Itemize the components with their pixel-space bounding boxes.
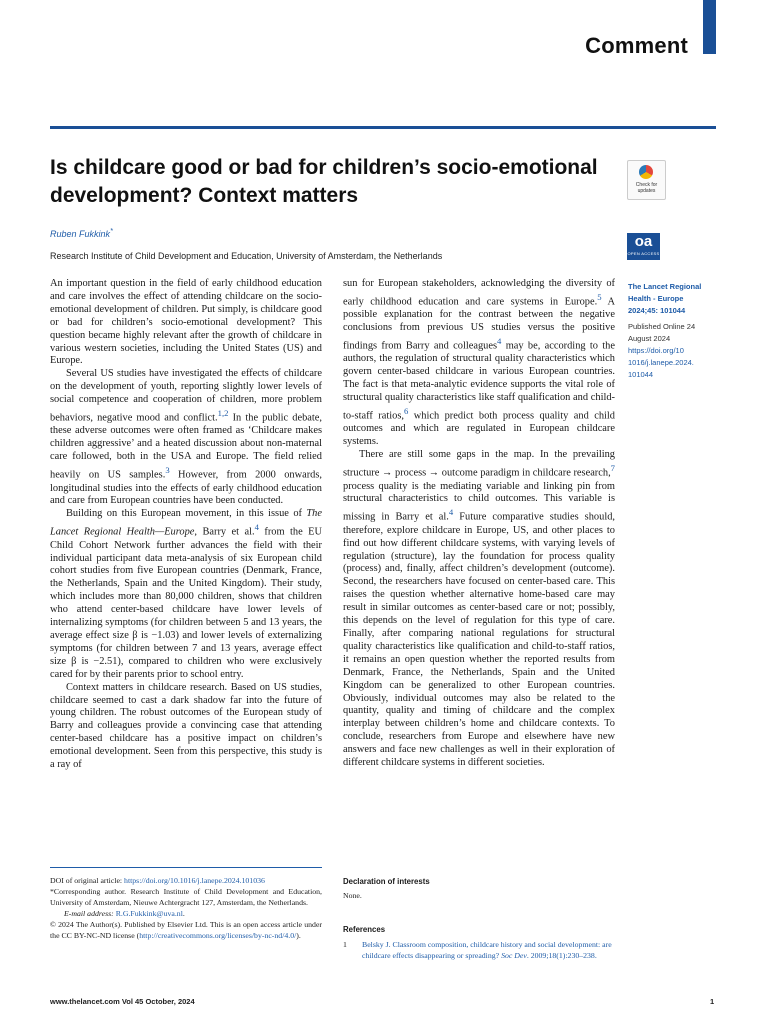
article-info-sidebar <box>628 281 716 381</box>
citation-link[interactable]: 3 <box>165 465 170 476</box>
corner-accent-bar <box>703 0 716 54</box>
citation-link[interactable]: 4 <box>254 522 259 533</box>
journal-name: The Lancet Regional Health—Europe <box>50 508 322 538</box>
body-paragraph: An important question in the field of early childhood education and care involves the effect of attending childcare on the socio-emotional development of children. Put simply, is childcare good or bad for children’s socio-emotional development? This question became highly relevant after the growth of childcare in various western societies, including the United States (US) and Europe. <box>50 278 322 367</box>
body-paragraph: Several US studies have investigated the effects of childcare on the development of youth, reporting slightly lower levels of social competence and cooperation of children, more problem behaviors, negative mood and conflict.$^{1,2}$ In the public debate, these adverse outcomes were often framed as ‘Childcare makes children aggressive’ and a heated discussion about non-maternal care followed, both in the USA and Europe. The field relied heavily on US samples.$^3$ However, from 2000 onwards, longitudinal studies into the effects of early childhood education and care from European countries have been conducted. <box>50 368 322 507</box>
journal-volume: 2024;45: 101044 <box>628 306 686 315</box>
page-number: 1 <box>710 997 715 1006</box>
body-paragraph: Context matters in childcare research. Based on US studies, childcare seemed to cast a dark shadow far into the future of young children. The robust outcomes of the European study of Barry and colleagues provide a convincing case that attending center-based childcare has a positive impact on children’s emotional development. Seen from this perspective, this study is a ray of <box>50 681 322 771</box>
author-line[interactable] <box>50 226 113 239</box>
citation-link[interactable]: 4 <box>448 507 454 518</box>
declaration-text: None. <box>343 891 362 900</box>
footer-journal-info: www.thelancet.com Vol 45 October, 2024 <box>50 997 195 1006</box>
reference-text[interactable]: Belsky J. Classroom composition, childcare history and social development: are childcare effects disappearing or spreading? Soc Dev. 2009;18(1):230–238. <box>362 940 612 960</box>
declaration-of-interests <box>343 876 616 901</box>
email-link[interactable]: R.G.Fukkink@uva.nl <box>115 908 183 918</box>
open-access-badge <box>627 233 660 260</box>
article-title: Is childcare good or bad for children’s socio-emotional development? Context matters <box>50 156 598 207</box>
body-paragraph: Building on this European movement, in this issue of The Lancet Regional Health—Europe, Barry et al.$^4$ from the EU Child Cohort Network further advances the field with their individual participant data meta-analysis of six European child cohort studies from five European countries (Denmark, France, the Netherlands, Spain and the United Kingdom). Their study, which includes more than 80,000 children, shows that children who attend center-based childcare have lower levels of internalizing symptoms (for children between 5 and 13 years, the average effect size β is −1.03) and lower levels of externalizing symptoms (for children between 7 and 13 years, average effect size β is −2.51), compared to children who were exclusively cared for by their parents prior to school entry. <box>50 508 322 680</box>
doi-line: 1016/j.lanepe.2024. <box>628 358 694 367</box>
email-line: E-mail address: R.G.Fukkink@uva.nl. <box>64 908 185 918</box>
citation-link[interactable]: 7 <box>610 463 615 474</box>
oa-logo: oa <box>634 233 653 250</box>
published-line: August 2024 <box>628 334 671 343</box>
original-article-doi: DOI of original article: https://doi.org/10.1016/j.lanepe.2024.101036 <box>50 876 265 885</box>
section-label: Comment <box>585 33 688 58</box>
doi-line: 101044 <box>628 370 654 379</box>
author-mark: * <box>110 226 113 235</box>
body-column-right <box>343 278 615 770</box>
reference-number: 1 <box>343 940 347 949</box>
check-for-updates-badge[interactable] <box>627 160 666 200</box>
doi-line: https://doi.org/10 <box>628 346 684 355</box>
references <box>343 924 616 961</box>
citation-link[interactable]: 1,2 <box>217 408 229 419</box>
header-rule <box>50 126 716 129</box>
published-date <box>628 321 716 345</box>
citation-link[interactable]: 4 <box>497 336 502 347</box>
affiliation: Research Institute of Child Development and Education, University of Amsterdam, the Netherlands <box>50 251 443 261</box>
corresponding-author-note: *Corresponding author. Research Institute of Child Development and Education, University of Amsterdam, Nieuwe Achtergracht 127, Amsterdam, the Netherlands. <box>50 886 322 907</box>
body-paragraph: There are still some gaps in the map. In the prevailing structure → process → outcome paradigm in childcare research,$^7$ process quality is the mediating variable and linking pin from structural characteristics to child outcomes. This variable is missing in Barry et al.$^4$ Future comparative studies should, therefore, explore childcare in Europe, US, and other places to find out how different childcare systems, with varying levels of regulation (structure), lay the foundation for process quality (process) and, finally, affect children’s development (outcome). Second, the researchers have focused on center-based care. This raises the question whether alternative home-based care may result in similar outcomes as center-based care or not; possibly, this depends on the level of regulation for this type of care. Finally, after comparing national regulations for structural quality characteristics like qualification and child-to-staff ratios, it remains an open question whether the reported results from Denmark, France, the Netherlands, Spain and the United Kingdom can be generalized to other European countries. Obviously, individual outcomes may also be related to the quantity, quality and timing of childcare and the complex interplay between children’s home and childcare contexts. To conclude, researchers from Europe and elsewhere have new answers and face new challenges as well in their exploration of different childcare systems in different societies. <box>343 449 615 769</box>
body-column-left <box>50 278 322 772</box>
license-link[interactable]: http://creativecommons.org/licenses/by-nc-nd/4.0/ <box>139 930 297 940</box>
crossmark-icon <box>639 165 653 179</box>
footnote-rule <box>50 867 322 868</box>
license-note: © 2024 The Author(s). Published by Elsevier Ltd. This is an open access article under the CC BY-NC-ND license (http://creativecommons.org/licenses/by-nc-nd/4.0/). <box>50 919 322 940</box>
footnotes <box>50 876 322 941</box>
journal-line: The Lancet Regional <box>628 282 702 291</box>
crossmark-label: Check for updates <box>635 182 658 194</box>
citation-link[interactable]: 5 <box>597 291 602 302</box>
author-name[interactable]: Ruben Fukkink <box>50 229 111 239</box>
reference-item[interactable] <box>343 939 616 961</box>
references-heading: References <box>343 925 386 934</box>
published-line: Published Online 24 <box>628 322 696 331</box>
citation-link[interactable]: 6 <box>403 406 409 417</box>
journal-citation[interactable] <box>628 281 716 317</box>
journal-line: Health - Europe <box>628 294 684 303</box>
declaration-heading: Declaration of interests <box>343 877 430 886</box>
doi-link[interactable] <box>628 345 716 381</box>
original-doi-link[interactable]: https://doi.org/10.1016/j.lanepe.2024.101036 <box>124 876 265 885</box>
body-paragraph: sun for European stakeholders, acknowledging the diversity of early childhood education and care systems in Europe.$^5$ A possible explanation for the contrast between the negative conclusions from previous US studies versus the positive findings from Barry and colleagues$^4$ may be, according to the authors, the regulation of structural quality characteristics which govern center-based childcare in various European countries. The fact is that meta-analytic evidence supports the vital role of structural quality characteristics like staff qualification and child-to-staff ratios,$^6$ which predict both process quality and child outcomes and which are regulated in European childcare systems. <box>343 278 615 448</box>
oa-logo-subtext: OPEN ACCESS <box>627 251 660 256</box>
